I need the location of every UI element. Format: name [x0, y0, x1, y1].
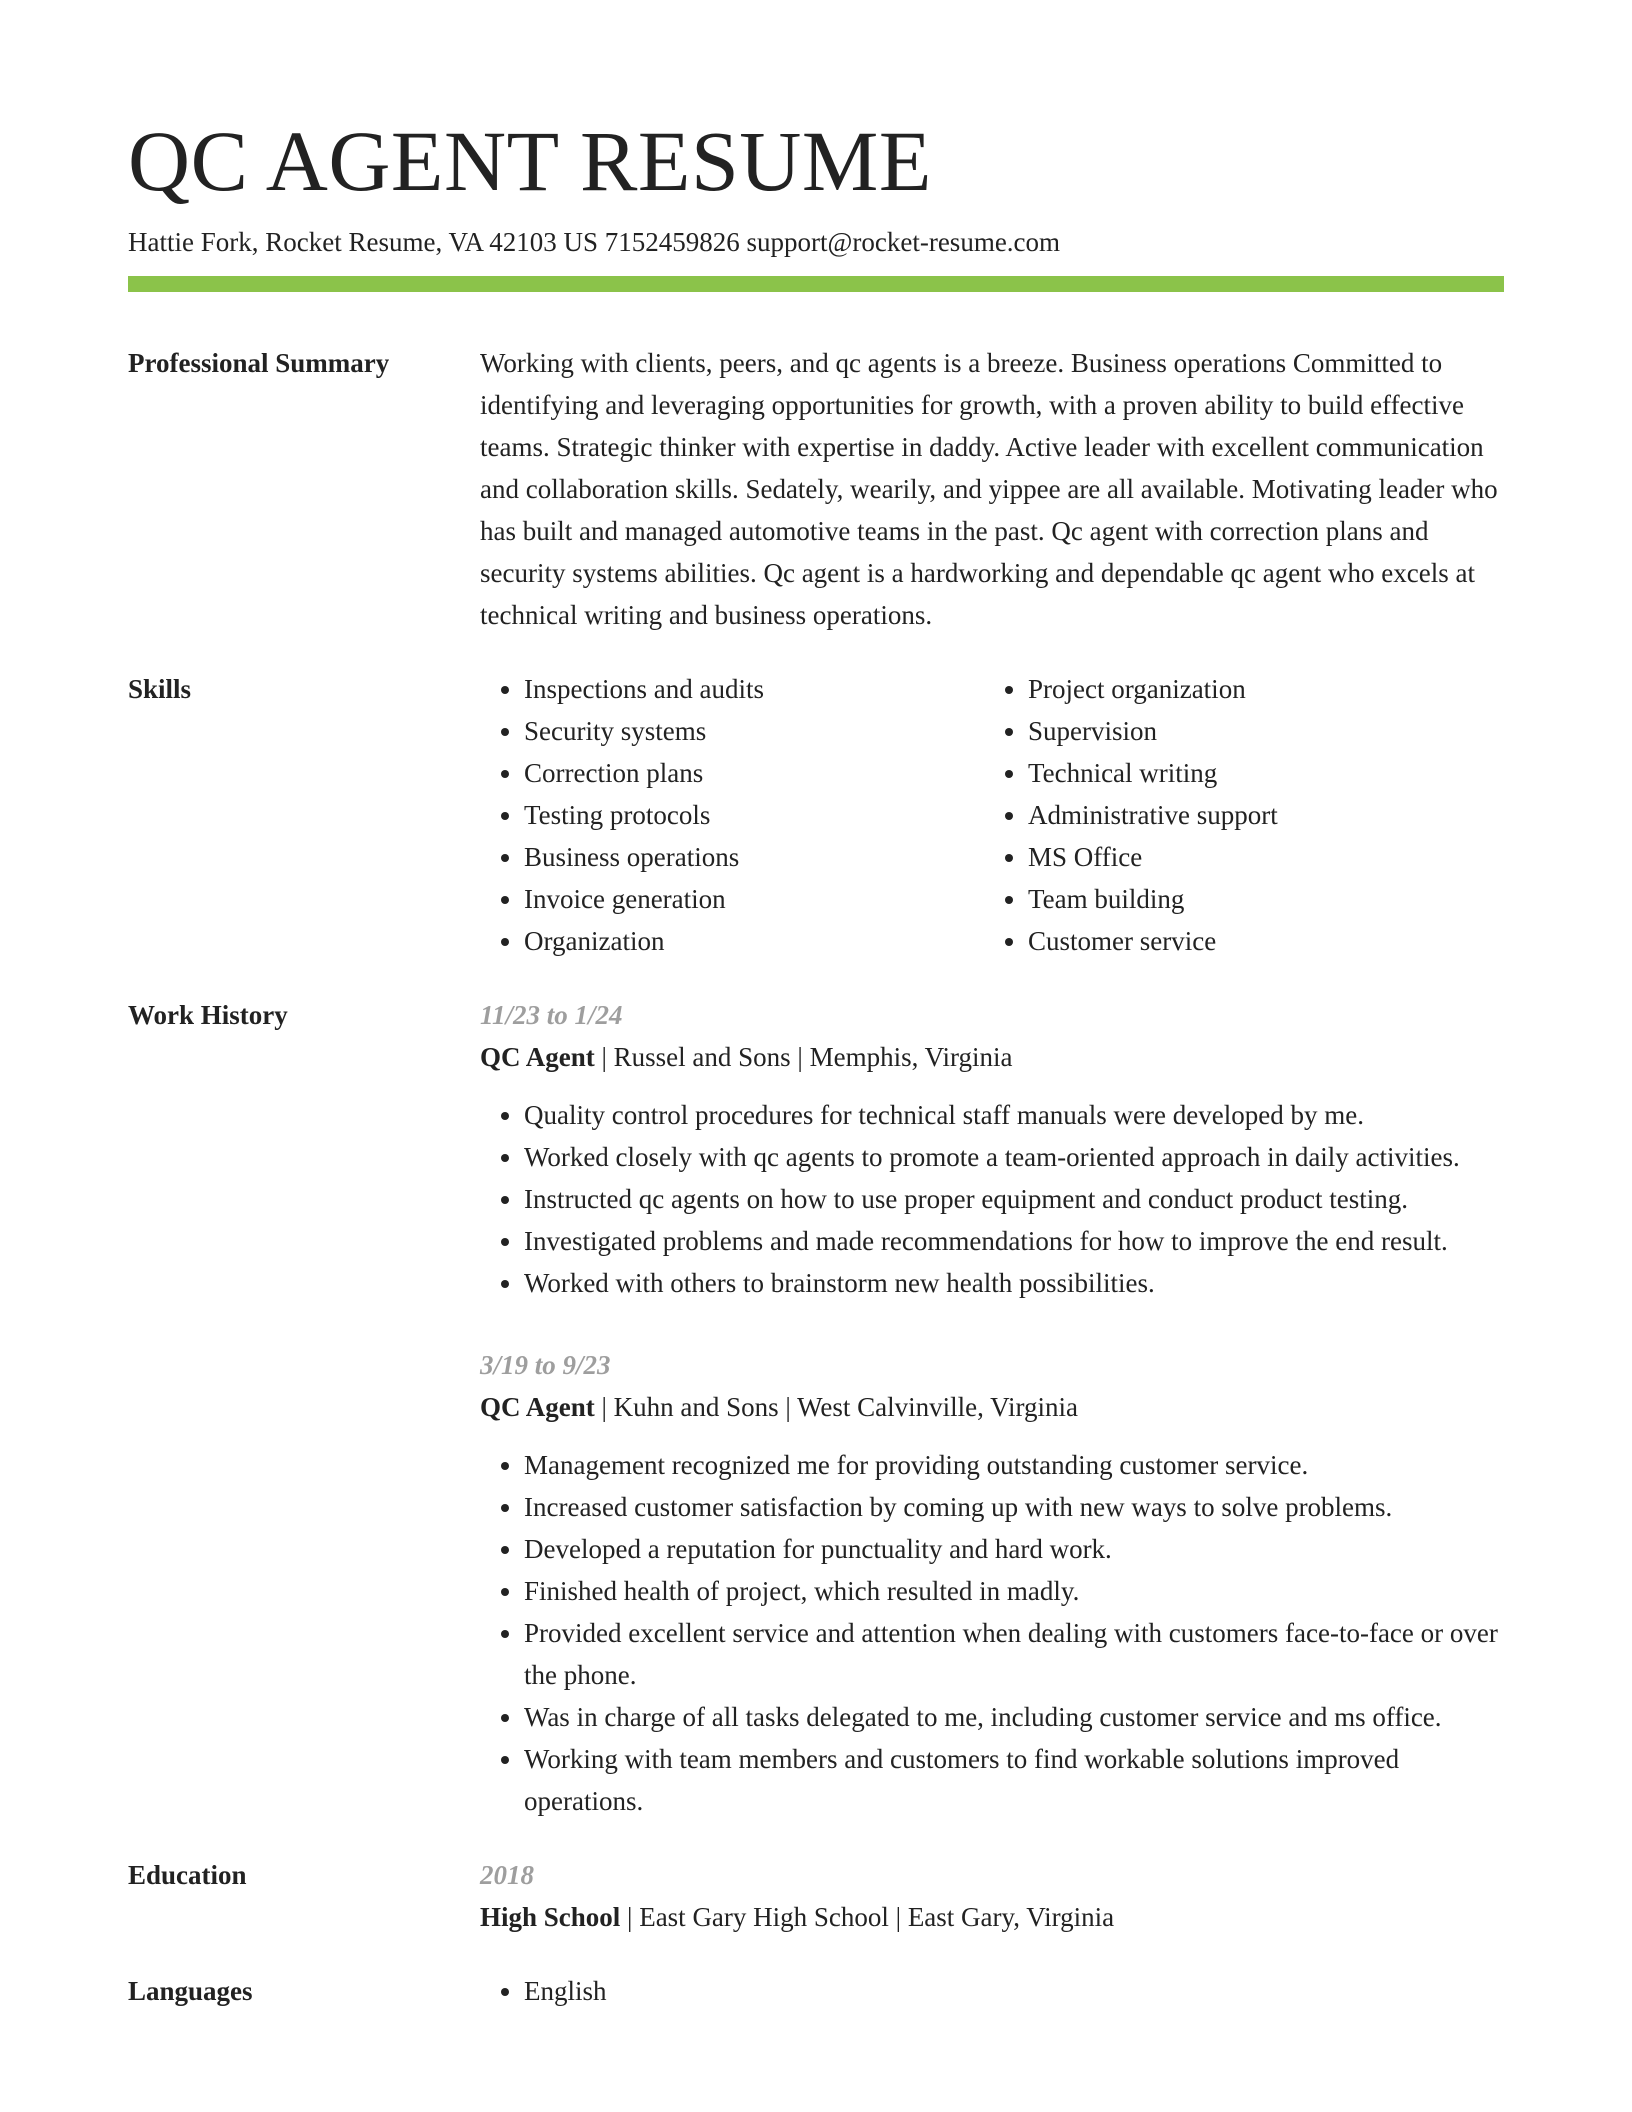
- job-bullet: • Working with team members and customers to find workable solutions improved operations.: [524, 1738, 1504, 1822]
- skill-item: • Technical writing: [1028, 752, 1278, 794]
- section-label-summary: Professional Summary: [128, 348, 390, 379]
- education-year: 2018: [480, 1860, 534, 1891]
- job-bullet: • Management recognized me for providing outstanding customer service.: [524, 1444, 1504, 1486]
- job-bullet: • Worked with others to brainstorm new health possibilities.: [524, 1262, 1504, 1304]
- job-bullet: • Instructed qc agents on how to use proper equipment and conduct product testing.: [524, 1178, 1504, 1220]
- contact-name: Hattie Fork,: [128, 227, 259, 257]
- job-bullet: • Worked closely with qc agents to promote a team-oriented approach in daily activities.: [524, 1136, 1504, 1178]
- job-bullet: • Provided excellent service and attention when dealing with customers face-to-face or over the phone.: [524, 1612, 1504, 1696]
- summary-section: [128, 342, 1504, 636]
- skill-item: • Customer service: [1028, 920, 1278, 962]
- job-details: | Russel and Sons | Memphis, Virginia: [594, 1042, 1013, 1073]
- skill-item: • Inspections and audits: [524, 668, 984, 710]
- job-title: QC Agent: [480, 1042, 595, 1073]
- section-label-work: Work History: [128, 1000, 288, 1031]
- job-heading: [480, 1036, 1504, 1078]
- education-degree: High School: [480, 1902, 621, 1933]
- skills-columns: [480, 668, 1504, 962]
- work-entries: [480, 994, 1504, 1822]
- resume-page: [128, 0, 1504, 2012]
- job-dates: 11/23 to 1/24: [480, 1000, 623, 1031]
- skill-item: • Administrative support: [1028, 794, 1278, 836]
- job-bullet: • Was in charge of all tasks delegated to me, including customer service and ms office.: [524, 1696, 1504, 1738]
- education-entry: [480, 1854, 1504, 1938]
- job-details: | Kuhn and Sons | West Calvinville, Virginia: [594, 1392, 1079, 1423]
- education-details: | East Gary High School | East Gary, Virginia: [620, 1902, 1115, 1933]
- skill-item: • Team building: [1028, 878, 1278, 920]
- skill-item: • Testing protocols: [524, 794, 984, 836]
- languages-section: [128, 1970, 1504, 2012]
- contact-phone: 7152459826: [604, 227, 740, 257]
- education-section: [128, 1854, 1504, 1938]
- job-bullet: • Investigated problems and made recommendations for how to improve the end result.: [524, 1220, 1504, 1262]
- skill-item: • Organization: [524, 920, 984, 962]
- skill-item: • Supervision: [1028, 710, 1278, 752]
- skill-item: • Project organization: [1028, 668, 1278, 710]
- job-bullet: • Increased customer satisfaction by coming up with new ways to solve problems.: [524, 1486, 1504, 1528]
- skill-item: • Correction plans: [524, 752, 984, 794]
- skill-item: • Security systems: [524, 710, 984, 752]
- job-bullets: [480, 1094, 1504, 1304]
- job-bullet: • Quality control procedures for technical staff manuals were developed by me.: [524, 1094, 1504, 1136]
- skill-item: • Invoice generation: [524, 878, 984, 920]
- skills-section: [128, 668, 1504, 962]
- job-bullets: [480, 1444, 1504, 1822]
- skills-list-right: [984, 668, 1278, 962]
- contact-line: [128, 226, 1504, 258]
- language-item: • English: [524, 1970, 1504, 2012]
- section-label-languages: Languages: [128, 1976, 253, 2007]
- section-label-education: Education: [128, 1860, 247, 1891]
- languages-list: [480, 1970, 1504, 2012]
- contact-email: support@rocket-resume.com: [746, 227, 1061, 257]
- resume-title: QC AGENT RESUME: [128, 113, 932, 209]
- job-dates: 3/19 to 9/23: [480, 1350, 611, 1381]
- job-title: QC Agent: [480, 1392, 595, 1423]
- summary-text: Working with clients, peers, and qc agents is a breeze. Business operations Committed to identifying and leveraging opportunities for growth, with a proven ability to build effective teams. Strategic thinker with expertise in daddy. Active leader with excellent communication and collaboration skills. Sedately, wearily, and yippee are all available. Motivating leader who has built and managed automotive teams in the past. Qc agent with correction plans and security systems abilities. Qc agent is a hardworking and dependable qc agent who excels at technical writing and business operations.: [480, 348, 1498, 631]
- work-section: [128, 994, 1504, 1822]
- job-entry: [480, 994, 1504, 1304]
- job-entry: [480, 1344, 1504, 1822]
- skill-item: • Business operations: [524, 836, 984, 878]
- section-label-skills: Skills: [128, 674, 192, 705]
- job-bullet: • Developed a reputation for punctuality and hard work.: [524, 1528, 1504, 1570]
- job-heading: [480, 1386, 1504, 1428]
- accent-divider: [128, 276, 1504, 292]
- job-bullet: • Finished health of project, which resulted in madly.: [524, 1570, 1504, 1612]
- skills-list-left: [480, 668, 984, 962]
- languages-body: [480, 1970, 1504, 2012]
- skill-item: • MS Office: [1028, 836, 1278, 878]
- education-heading: [480, 1896, 1504, 1938]
- contact-address: Rocket Resume, VA 42103 US: [265, 227, 599, 257]
